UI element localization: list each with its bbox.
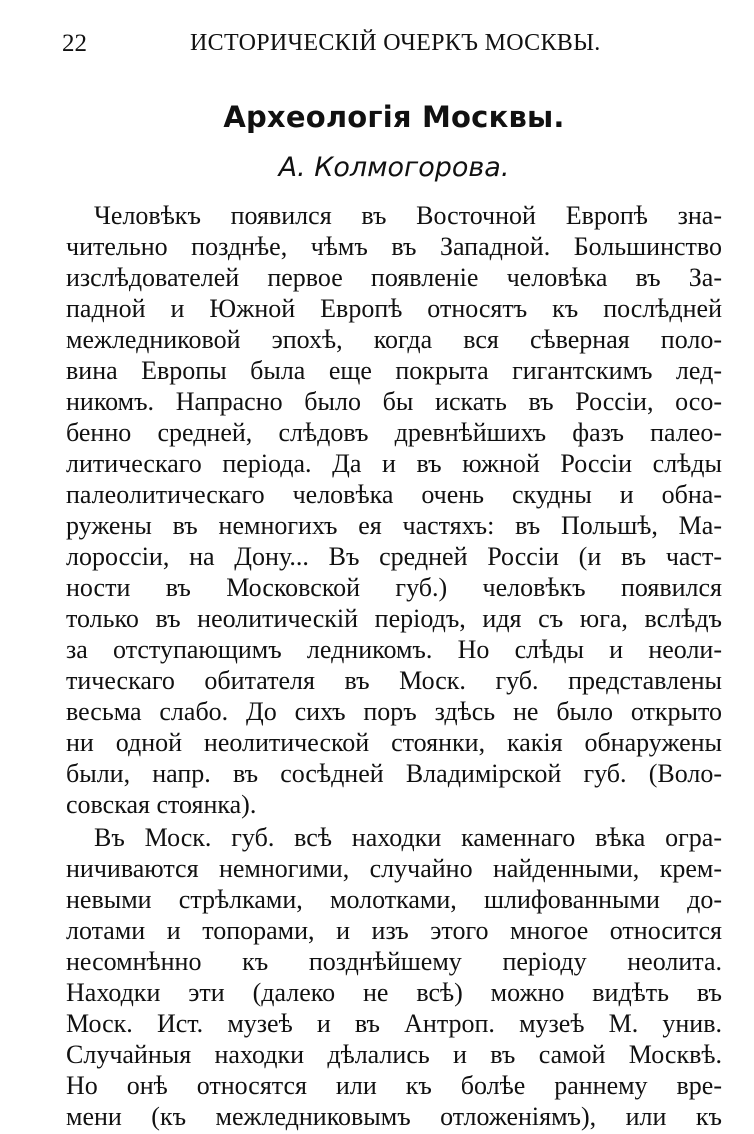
- article-body: [66, 200, 722, 1132]
- text-line: весьма слабо. До сихъ поръ здѣсь не было открыто: [66, 697, 722, 726]
- text-line: Но онѣ относятся или къ болѣе раннему вре-: [66, 1071, 722, 1100]
- text-line: были, напр. въ сосѣдней Владимірской губ. (Воло-: [66, 759, 722, 788]
- text-line: несомнѣнно къ позднѣйшему періоду неолита.: [66, 947, 722, 976]
- running-header: [62, 30, 722, 64]
- text-line: литическаго періода. Да и въ южной Россіи слѣды: [66, 449, 722, 478]
- text-line: ни одной неолитической стоянки, какія обнаружены: [66, 728, 722, 757]
- text-line: чительно позднѣе, чѣмъ въ Западной. Большинство: [66, 232, 722, 261]
- text-line: Находки эти (далеко не всѣ) можно видѣть въ: [66, 978, 722, 1007]
- text-line: палеолитическаго человѣка очень скудны и обна-: [66, 480, 722, 509]
- text-line: ружены въ немногихъ ея частяхъ: въ Польшѣ, Ма-: [66, 511, 722, 540]
- text-line: только въ неолитическій періодъ, идя съ юга, вслѣдъ: [66, 604, 722, 633]
- running-title: ИСТОРИЧЕСКІЙ ОЧЕРКЪ МОСКВЫ.: [190, 30, 601, 56]
- text-line: тическаго обитателя въ Моск. губ. представлены: [66, 666, 722, 695]
- text-line: изслѣдователей первое появленіе человѣка въ За-: [66, 263, 722, 292]
- text-line: бенно средней, слѣдовъ древнѣйшихъ фазъ палео-: [66, 418, 722, 447]
- text-line: за отступающимъ ледникомъ. Но слѣды и неоли-: [66, 635, 722, 664]
- article-author: А. Колмогорова.: [278, 152, 510, 183]
- text-line: совская стоянка).: [66, 790, 257, 819]
- text-line: ничиваются немногими, случайно найденными, крем-: [66, 854, 722, 883]
- article-title: Археологія Москвы.: [223, 100, 565, 134]
- text-line: вина Европы была еще покрыта гигантскимъ лед-: [66, 356, 722, 385]
- text-line: падной и Южной Европѣ относятъ къ послѣдней: [66, 294, 722, 323]
- text-line: невыми стрѣлками, молотками, шлифованными до-: [66, 885, 722, 914]
- text-line: никомъ. Напрасно было бы искать въ Россіи, осо-: [66, 387, 722, 416]
- text-line: ности въ Московской губ.) человѣкъ появился: [66, 573, 722, 602]
- text-line: межледниковой эпохѣ, когда вся сѣверная поло-: [66, 325, 722, 354]
- text-line: лотами и топорами, и изъ этого многое относится: [66, 916, 722, 945]
- text-line: мени (къ межледниковымъ отложеніямъ), или къ: [66, 1102, 722, 1131]
- text-line: Случайныя находки дѣлались и въ самой Москвѣ.: [66, 1040, 722, 1069]
- paragraph: [66, 200, 722, 820]
- text-line: лороссіи, на Дону... Въ средней Россіи (и въ част-: [66, 542, 722, 571]
- text-line: Въ Моск. губ. всѣ находки каменнаго вѣка огра-: [94, 823, 722, 852]
- paragraph: [66, 822, 722, 1132]
- text-line: Моск. Ист. музеѣ и въ Антроп. музеѣ М. унив.: [66, 1009, 722, 1038]
- page-number: 22: [62, 30, 87, 57]
- text-line: Человѣкъ появился въ Восточной Европѣ зна-: [94, 201, 722, 230]
